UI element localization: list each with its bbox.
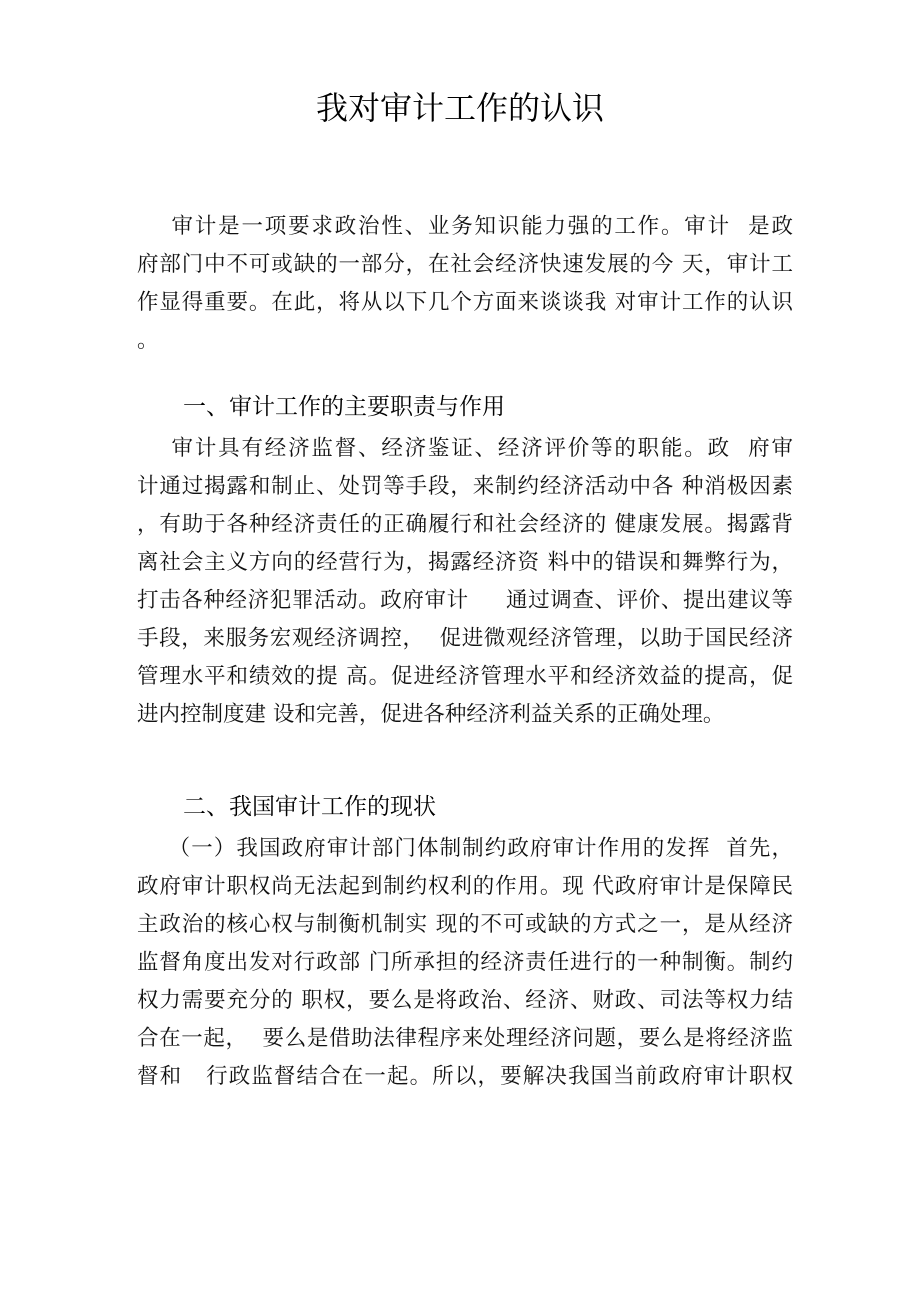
text-line: 打击各种经济犯罪活动。政府审计 通过调查、评价、提出建议等 — [137, 588, 793, 613]
intro-paragraph — [137, 208, 793, 360]
section1-paragraph — [137, 430, 793, 734]
text-line: 权力需要充分的 职权，要么是将政治、经济、财政、司法等权力结 — [137, 988, 793, 1013]
text-line: 手段，来服务宏观经济调控， 促进微观经济管理，以助于国民经济 — [137, 626, 793, 651]
section2-paragraph — [137, 830, 793, 1096]
text-line: 管理水平和绩效的提 高。促进经济管理水平和经济效益的提高，促 — [137, 664, 793, 689]
text-line: 审计具有经济监督、经济鉴证、经济评价等的职能。政 府审 — [137, 436, 793, 461]
text-line: ，有助于各种经济责任的正确履行和社会经济的 健康发展。揭露背 — [137, 512, 793, 537]
text-line: 作显得重要。在此，将从以下几个方面来谈谈我 对审计工作的认识 — [137, 290, 793, 315]
text-line: 合在一起， 要么是借助法律程序来处理经济问题，要么是将经济监 — [137, 1026, 793, 1051]
text-line: （一）我国政府审计部门体制制约政府审计作用的发挥 首先， — [137, 836, 793, 861]
text-line: 进内控制度建 设和完善，促进各种经济利益关系的正确处理。 — [137, 702, 725, 727]
text-line: 计通过揭露和制止、处罚等手段，来制约经济活动中各 种消极因素 — [137, 474, 793, 499]
text-line: 府部门中不可或缺的一部分，在社会经济快速发展的今 天，审计工 — [137, 252, 793, 277]
text-line: 政府审计职权尚无法起到制约权利的作用。现 代政府审计是保障民 — [137, 874, 793, 899]
text-line: 主政治的核心权与制衡机制实 现的不可或缺的方式之一，是从经济 — [137, 912, 793, 937]
section-heading-2: 二、我国审计工作的现状 — [183, 794, 436, 820]
text-line: 离社会主义方向的经营行为，揭露经济资 料中的错误和舞弊行为， — [137, 550, 793, 575]
text-line: 。 — [137, 328, 159, 353]
text-line: 监督角度出发对行政部 门所承担的经济责任进行的一种制衡。制约 — [137, 950, 793, 975]
text-line: 审计是一项要求政治性、业务知识能力强的工作。审计 是政 — [137, 214, 793, 239]
page-title: 我对审计工作的认识 — [315, 89, 604, 127]
text-line: 督和 行政监督结合在一起。所以，要解决我国当前政府审计职权 — [137, 1064, 793, 1089]
section-heading-1: 一、审计工作的主要职责与作用 — [183, 394, 505, 420]
